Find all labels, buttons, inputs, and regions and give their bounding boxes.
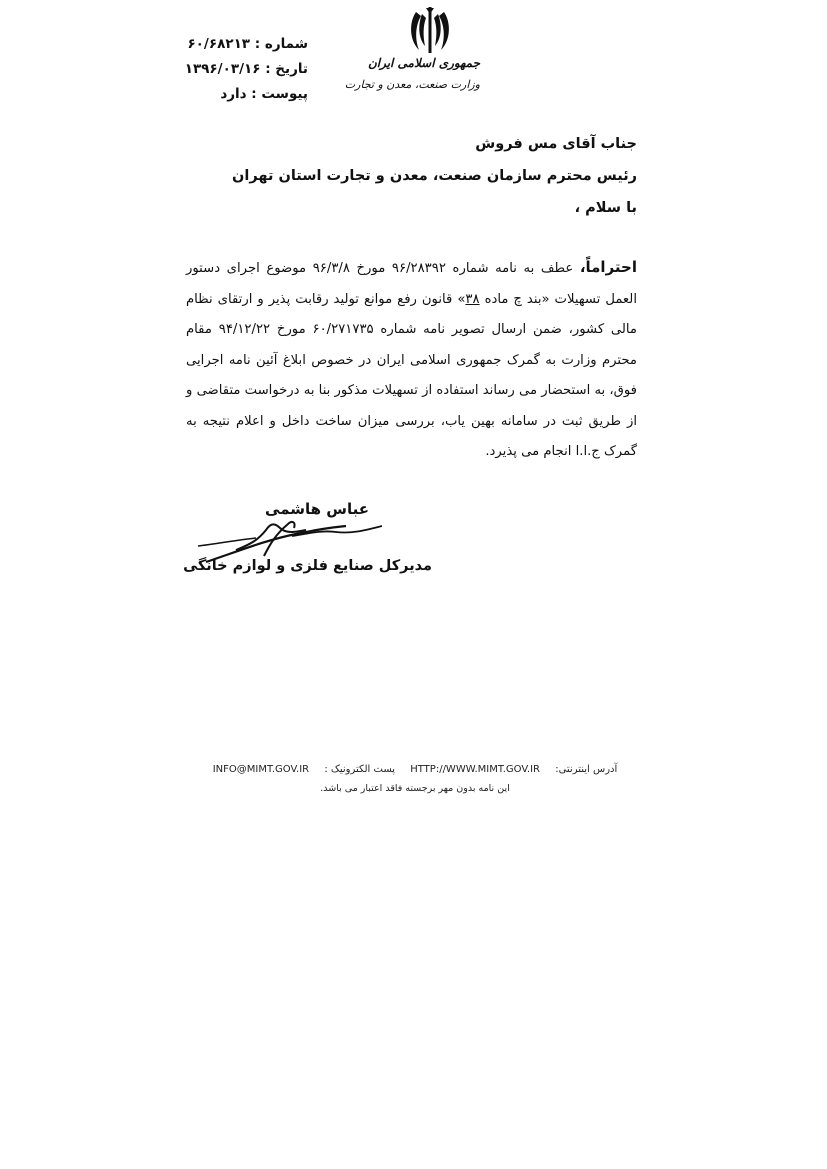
recipient-title: رئیس محترم سازمان صنعت، معدن و تجارت استان تهران (232, 168, 637, 184)
greeting: با سلام ، (574, 200, 637, 216)
letter-text-part2: » قانون رفع موانع تولید رقابت پذیر و ارتقای نظام مالی کشور، ضمن ارسال تصویر نامه شماره ۶۰/۲۷۱۷۳۵ مورخ ۹۴/۱۲/۲۲ مقام محترم وزارت به گمرک جمهوری اسلامی ایران در خصوص ابلاغ آئین نامه اجرایی فوق، به استحضار می رساند استفاده از تسهیلات مذکور بنا به درخواست متقاضی و از طریق ثبت در سامانه بهین یاب، بررسی میزان ساخت داخل و اعلام نتیجه به گمرک ج.ا.ا انجام می پذیرد. (186, 291, 637, 459)
letter-attachment-row (180, 82, 308, 107)
letter-attachment-value: دارد (220, 86, 247, 102)
signatory-name: عباس هاشمی (265, 500, 369, 518)
iran-emblem-icon (406, 6, 454, 56)
letter-date-row (180, 57, 308, 82)
letter-attachment-label: پیوست : (251, 86, 308, 102)
letter-number-label: شماره : (254, 36, 308, 52)
recipient-name: جناب آقای مس فروش (475, 136, 637, 152)
signature-block (183, 500, 436, 595)
footer-note: این نامه بدون مهر برجسته فاقد اعتبار می باشد. (320, 783, 510, 794)
footer-email-label: پست الکترونیک : (324, 764, 396, 775)
letter-meta (180, 32, 308, 107)
emblem-country-text: جمهوری اسلامی ایران (367, 56, 480, 70)
footer-website-value: HTTP://WWW.MIMT.GOV.IR (410, 764, 541, 775)
letter-date-label: تاریخ : (265, 61, 308, 77)
letter-footer (180, 764, 650, 794)
footer-email-value: INFO@MIMT.GOV.IR (212, 764, 310, 775)
letter-date-value: ۱۳۹۶/۰۳/۱۶ (184, 61, 261, 77)
ministry-emblem (344, 6, 480, 106)
letter-number-value: ۶۰/۶۸۲۱۳ (187, 36, 251, 52)
signatory-title: مدیرکل صنایع فلزی و لوازم خانگی (183, 558, 432, 574)
letter-number-row (180, 32, 308, 57)
emblem-ministry-text: وزارت صنعت، معدن و تجارت (344, 78, 480, 91)
letter-text-part1: عطف به نامه شماره ۹۶/۲۸۳۹۲ مورخ ۹۶/۳/۸ موضوع اجرای دستور العمل تسهیلات «بند چ ماده (186, 261, 637, 307)
letter-body (186, 252, 637, 468)
footer-website-label: آدرس اینترنتی: (555, 764, 618, 775)
footer-contacts (180, 764, 650, 775)
letter-opening: احتراماً، (579, 258, 637, 276)
recipient-block (177, 128, 637, 224)
article-number: ۳۸ (465, 291, 480, 307)
